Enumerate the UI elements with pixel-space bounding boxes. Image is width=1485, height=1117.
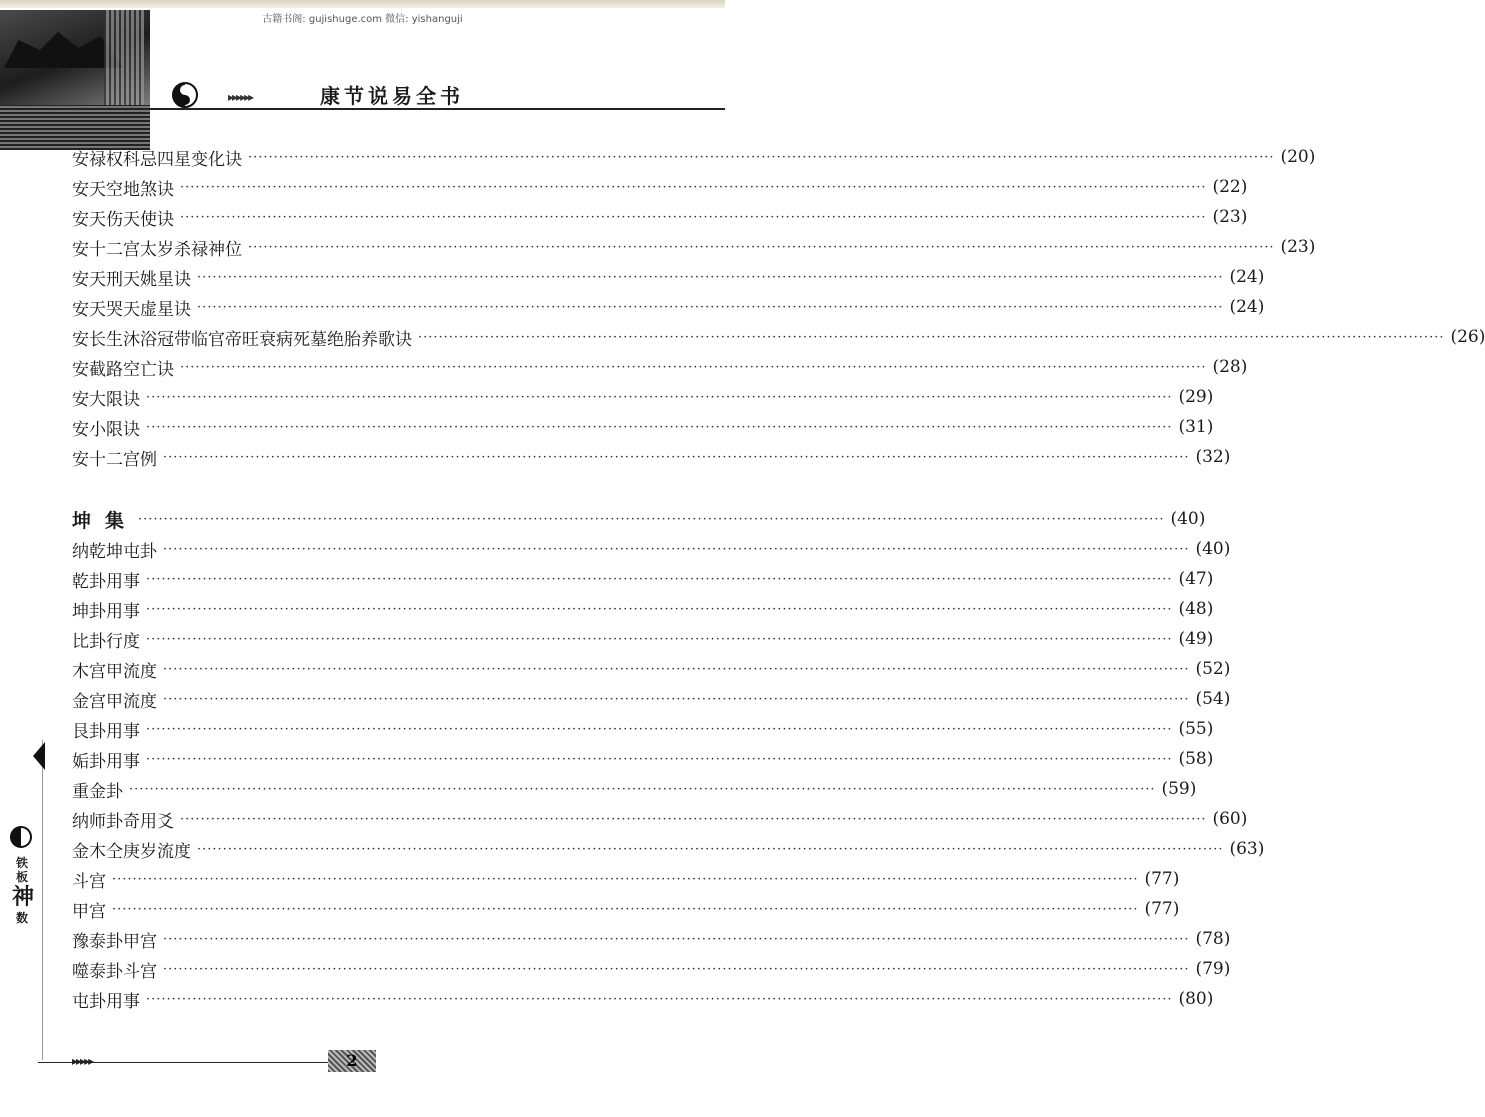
toc-entry — [72, 534, 1231, 564]
toc-page-number: (49) — [1178, 629, 1214, 649]
toc-page-number: (23) — [1280, 237, 1316, 257]
toc-leader-dots: ········································································································································································································ — [180, 359, 1207, 375]
toc-entry-title: 坤卦用事 — [72, 601, 140, 622]
toc-page-number: (77) — [1144, 899, 1180, 919]
toc-page-number: (78) — [1195, 929, 1231, 949]
footer-arrows: ▸▸▸▸▸ — [72, 1054, 93, 1068]
toc-entry — [72, 894, 1180, 924]
running-head-title: 康节说易全书 — [320, 84, 464, 108]
toc-page-number: (79) — [1195, 959, 1231, 979]
toc-entry-title: 安小限诀 — [72, 419, 140, 440]
toc-leader-dots: ········································································································································································································ — [180, 209, 1207, 225]
toc-leader-dots: ········································································································································································································ — [146, 721, 1173, 737]
toc-page-number: (28) — [1212, 357, 1248, 377]
toc-entry — [72, 954, 1231, 984]
toc-entry — [72, 262, 1265, 292]
toc-entry — [72, 774, 1197, 804]
toc-entry-title: 甲宫 — [72, 901, 106, 922]
side-char: 板 — [15, 870, 28, 885]
toc-page-number: (40) — [1195, 539, 1231, 559]
toc-leader-dots: ········································································································································································································ — [163, 691, 1190, 707]
toc-page-number: (52) — [1195, 659, 1231, 679]
watermark: 古籍书阁: gujishuge.com 微信: yishanguji — [262, 14, 463, 25]
side-triangle-icon — [33, 742, 45, 770]
toc-entry — [72, 442, 1231, 472]
side-char: 数 — [15, 911, 28, 926]
toc-entry — [72, 654, 1231, 684]
toc-entry-title: 重金卦 — [72, 781, 123, 802]
toc-entry-title: 安禄权科忌四星变化诀 — [72, 149, 242, 170]
yin-yang-icon — [172, 82, 198, 108]
toc-entry — [72, 624, 1214, 654]
toc-page-number: (24) — [1229, 297, 1265, 317]
toc-entry — [72, 594, 1214, 624]
toc-leader-dots: ········································································································································································································ — [197, 841, 1224, 857]
toc-leader-dots: ········································································································································································································ — [129, 781, 1156, 797]
toc-leader-dots: ········································································································································································································ — [146, 991, 1173, 1007]
toc-entry-title: 金宫甲流度 — [72, 691, 157, 712]
toc-page-number: (26) — [1450, 327, 1485, 347]
scan-top-edge — [0, 0, 725, 8]
toc-leader-dots: ········································································································································································································ — [180, 811, 1207, 827]
toc-page-number: (48) — [1178, 599, 1214, 619]
toc-leader-dots: ········································································································································································································ — [146, 419, 1173, 435]
side-char: 神 — [12, 884, 35, 910]
toc-leader-dots: ········································································································································································································ — [146, 601, 1173, 617]
toc-entry-title: 纳乾坤屯卦 — [72, 541, 157, 562]
toc-page-number: (32) — [1195, 447, 1231, 467]
toc-entry — [72, 804, 1248, 834]
toc-entry-title: 比卦行度 — [72, 631, 140, 652]
toc-entry-title: 纳师卦奇用爻 — [72, 811, 174, 832]
toc-leader-dots: ········································································································································································································ — [163, 661, 1190, 677]
toc-entry — [72, 172, 1248, 202]
toc-leader-dots: ········································································································································································································ — [163, 931, 1190, 947]
toc-entry-title: 木宫甲流度 — [72, 661, 157, 682]
toc-entry — [72, 864, 1180, 894]
toc-leader-dots: ········································································································································································································ — [163, 961, 1190, 977]
toc-leader-dots: ········································································································································································································ — [146, 631, 1173, 647]
toc-page-number: (58) — [1178, 749, 1214, 769]
toc-leader-dots: ········································································································································································································ — [112, 871, 1139, 887]
toc-page-number: (59) — [1161, 779, 1197, 799]
toc-leader-dots: ········································································································································································································ — [146, 571, 1173, 587]
toc-leader-dots: ········································································································································································································ — [197, 299, 1224, 315]
toc-page-number: (40) — [1170, 509, 1206, 529]
toc-leader-dots: ········································································································································································································ — [197, 269, 1224, 285]
toc-entry-title: 姤卦用事 — [72, 751, 140, 772]
toc-entry-title: 安大限诀 — [72, 389, 140, 410]
toc-page-number: (20) — [1280, 147, 1316, 167]
toc-entry-title: 豫泰卦甲宫 — [72, 931, 157, 952]
toc-entry — [72, 382, 1214, 412]
toc-entry-title: 安天哭天虚星诀 — [72, 299, 191, 320]
toc-leader-dots: ········································································································································································································ — [163, 449, 1190, 465]
side-rule — [42, 740, 43, 1060]
toc-entry-title: 安十二宫例 — [72, 449, 157, 470]
toc-entry-title: 安截路空亡诀 — [72, 359, 174, 380]
toc-page-number: (55) — [1178, 719, 1214, 739]
toc-entry — [72, 142, 1316, 172]
toc-entry-title: 安天空地煞诀 — [72, 179, 174, 200]
header-rule — [150, 108, 725, 110]
toc-entry-title: 艮卦用事 — [72, 721, 140, 742]
toc-entry-title: 金木仝庚岁流度 — [72, 841, 191, 862]
toc-entry-title: 安十二宫太岁杀禄神位 — [72, 239, 242, 260]
toc-page-number: (24) — [1229, 267, 1265, 287]
toc-entry — [72, 714, 1214, 744]
toc-page-number: (54) — [1195, 689, 1231, 709]
toc-leader-dots: ········································································································································································································ — [146, 389, 1173, 405]
header-arrows: ▸▸▸▸▸▸ — [228, 90, 253, 104]
toc-entry-title: 斗宫 — [72, 871, 106, 892]
toc-entry-title: 屯卦用事 — [72, 991, 140, 1012]
toc-entry-title: 噬泰卦斗宫 — [72, 961, 157, 982]
toc-page-number: (60) — [1212, 809, 1248, 829]
side-char: 铁 — [15, 856, 28, 870]
toc-leader-dots: ········································································································································································································ — [180, 179, 1207, 195]
toc-entry — [72, 412, 1214, 442]
page-number: 2 — [328, 1050, 376, 1072]
toc-entry — [72, 292, 1265, 322]
toc-leader-dots: ········································································································································································································ — [146, 751, 1173, 767]
toc-page-number: (47) — [1178, 569, 1214, 589]
toc-entry — [72, 202, 1248, 232]
toc-entry — [72, 322, 1485, 352]
toc-page-number: (31) — [1178, 417, 1214, 437]
toc-leader-dots: ········································································································································································································ — [163, 541, 1190, 557]
toc-entry-title: 安长生沐浴冠带临官帝旺衰病死墓绝胎养歌诀 — [72, 329, 412, 350]
toc-leader-dots: ········································································································································································································ — [248, 149, 1275, 165]
side-series-title — [12, 856, 35, 926]
toc-section-heading — [72, 504, 1206, 534]
toc-page-number: (63) — [1229, 839, 1265, 859]
pavilion-illustration — [0, 10, 150, 150]
toc-entry — [72, 232, 1316, 262]
toc-page-number: (22) — [1212, 177, 1248, 197]
toc-page-number: (80) — [1178, 989, 1214, 1009]
toc-entry-title: 安天伤天使诀 — [72, 209, 174, 230]
toc-leader-dots: ········································································································································································································ — [112, 901, 1139, 917]
toc-page-number: (29) — [1178, 387, 1214, 407]
side-yin-yang-icon — [10, 826, 32, 848]
willow-tree — [104, 10, 144, 110]
toc-entry — [72, 924, 1231, 954]
toc-leader-dots: ········································································································································································································ — [248, 239, 1275, 255]
toc-entry — [72, 834, 1265, 864]
toc-page-number: (77) — [1144, 869, 1180, 889]
toc-entry — [72, 352, 1248, 382]
toc-page-number: (23) — [1212, 207, 1248, 227]
toc-entry — [72, 984, 1214, 1014]
toc-entry — [72, 684, 1231, 714]
toc-leader-dots: ········································································································································································································ — [418, 329, 1445, 345]
toc-entry-title: 安天刑天姚星诀 — [72, 269, 191, 290]
toc-entry-title: 坤集 — [72, 509, 139, 532]
toc-entry — [72, 564, 1214, 594]
toc-leader-dots: ········································································································································································································ — [138, 511, 1165, 527]
toc-entry-title: 乾卦用事 — [72, 571, 140, 592]
toc-entry — [72, 744, 1214, 774]
